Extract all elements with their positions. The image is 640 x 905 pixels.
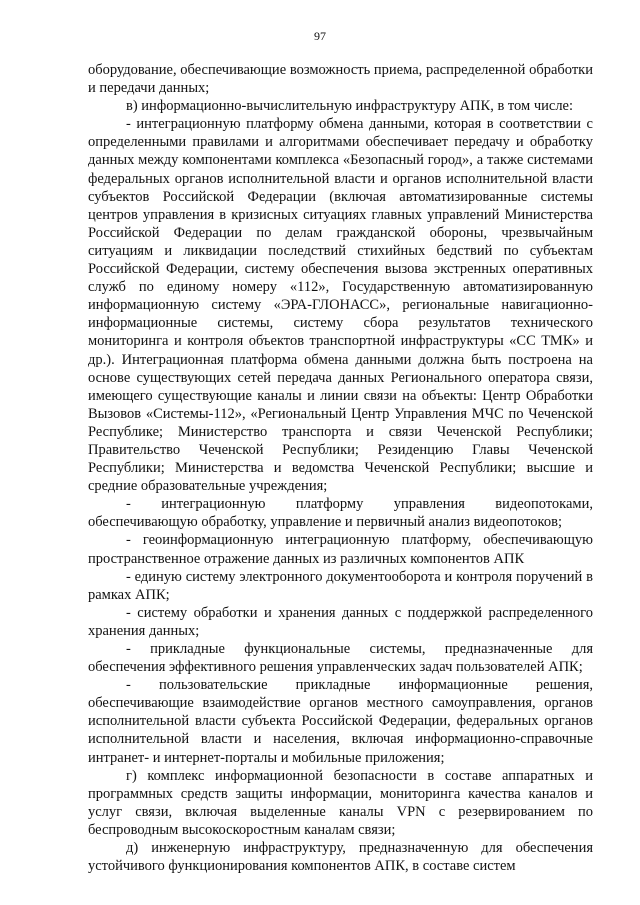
document-body [88, 61, 593, 875]
paragraph-item-v: в) информационно-вычислительную инфраструктуру АПК, в том числе: [126, 98, 574, 115]
paragraph-item-d: д) инженерную инфраструктуру, предназначенную для обеспечения устойчивого функционирования компонентов АПК, в составе систем [88, 840, 593, 875]
list-item-applied-systems: - прикладные функциональные системы, предназначенные для обеспечения эффективного решения управленческих задач пользователей АПК; [88, 641, 593, 676]
paragraph-continuation: оборудование, обеспечивающие возможность приема, распределенной обработки и передачи данных; [88, 62, 593, 97]
list-item-user-solutions: - пользовательские прикладные информационные решения, обеспечивающие взаимодействие органов местного самоуправления, органов исполнительной власти субъекта Российской Федерации, федеральных органов исполнительной власти и населения, включая информационно-справочные интранет- и интернет-порталы и мобильные приложения; [88, 677, 593, 766]
list-item-integration-platform: - интеграционную платформу обмена данными, которая в соответствии с определенными правилами и алгоритмами обеспечивает передачу и обработку данных между компонентами комплекса «Безопасный город», а также системами федеральных органов исполнительной власти и органов исполнительной власти субъектов Российской Федерации (включая автоматизированные системы центров управления в кризисных ситуациях главных управлений Министерства Российской Федерации по делам гражданской обороны, чрезвычайным ситуациям и ликвидации последствий стихийных бедствий по субъектам Российской Федерации, систему обеспечения вызова экстренных оперативных служб по единому номеру «112», Государственную автоматизированную информационную систему «ЭРА-ГЛОНАСС», региональные навигационно-информационные системы, систему сбора результатов технического мониторинга и контроля объектов транспортной инфраструктуры «СС ТМК» и др.). Интеграционная платформа обмена данными должна быть построена на основе существующих сетей передача данных Регионального оператора связи, имеющего существующие каналы и линии связи на объекты: Центр Обработки Вызовов «Системы-112», «Региональный Центр Управления МЧС по Чеченской Республике; Министерство транспорта и связи Чеченской Республики; Правительство Чеченской Республики; Резиденцию Главы Чеченской Республики; Министерства и ведомства Чеченской Республики; высшие и средние образовательные учреждения; [88, 116, 593, 495]
paragraph-item-g: г) комплекс информационной безопасности в составе аппаратных и программных средств защиты информации, мониторинга качества каналов и услуг связи, включая выделенные каналы VPN с резервированием по беспроводным высокоскоростным каналам связи; [88, 767, 593, 838]
page-number: 97 [314, 29, 326, 43]
list-item-document-system: - единую систему электронного документооборота и контроля поручений в рамках АПК; [88, 568, 593, 603]
list-item-geo-platform: - геоинформационную интеграционную платформу, обеспечивающую пространственное отражение данных из различных компонентов АПК [88, 532, 593, 567]
list-item-video-platform: - интеграционную платформу управления видеопотоками, обеспечивающую обработку, управление и первичный анализ видеопотоков; [88, 496, 593, 531]
list-item-storage-system: - систему обработки и хранения данных с поддержкой распределенного хранения данных; [88, 604, 593, 639]
